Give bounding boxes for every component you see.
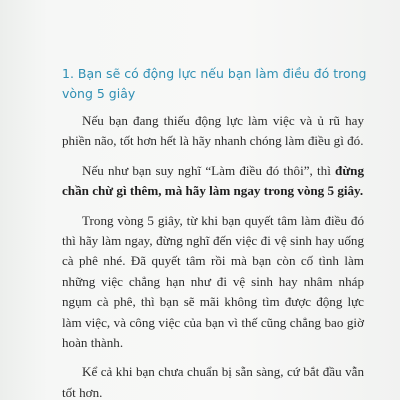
section-number: 1. <box>62 66 74 81</box>
paragraph-2-end: . <box>359 183 364 199</box>
paragraph-4: Kể cả khi bạn chưa chuẩn bị sẵn sàng, cứ bắt đầu vẫn tốt hơn. <box>62 364 364 400</box>
paragraph-1: Nếu bạn đang thiếu động lực làm việc và ủ rũ hay phiền não, tốt hơn hết là hãy nhanh chóng làm điều gì đó. <box>62 113 364 149</box>
paragraph-3: Trong vòng 5 giây, từ khi bạn quyết tâm làm điều đó thì hãy làm ngay, đừng nghĩ đến việc đi vệ sinh hay uống cà phê nhé. Đã quyết tâm rồi mà bạn còn cố tình làm những việc chẳng hạn như đi vệ sinh hay nhâm nháp ngụm cà phê, thì bạn sẽ mãi không tìm được động lực làm việc, và công việc của bạn vì thế cũng chẳng bao giờ hoàn thành. <box>62 212 364 351</box>
section-heading <box>62 64 382 104</box>
paragraph-2-lead: Nếu như bạn suy nghĩ “Làm điều đó thôi”, thì <box>82 162 336 178</box>
body-text <box>62 111 364 400</box>
paragraph-2 <box>62 161 364 202</box>
paragraph-2-emphasis: đừng chần chừ gì thêm, mà hãy làm ngay trong vòng 5 giây <box>62 162 364 199</box>
section-title: Bạn sẽ có động lực nếu bạn làm điều đó trong vòng 5 giây <box>62 66 367 101</box>
